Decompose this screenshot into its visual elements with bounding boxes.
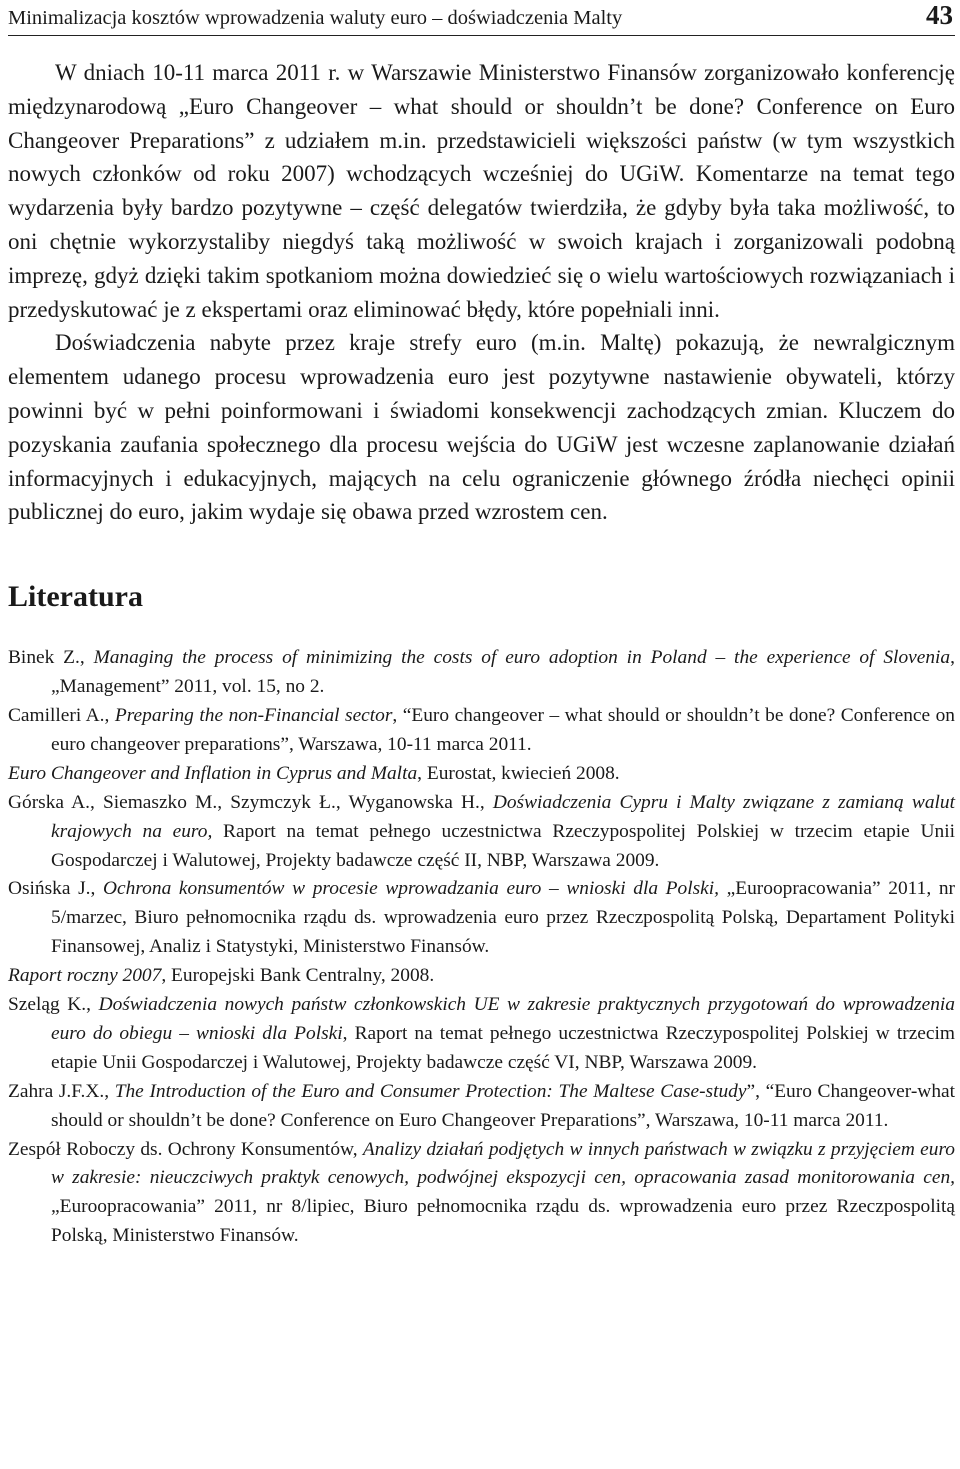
reference-item	[8, 1078, 955, 1136]
reference-item	[8, 991, 955, 1078]
reference-author: Camilleri A.,	[8, 704, 115, 726]
reference-author: Szeląg K.,	[8, 994, 99, 1016]
reference-details: ”, “Euro Changeover-what should or shouldn’t be done? Conference on Euro Changeover Preparations”, Warszawa, 10-11 marca 2011.	[51, 1080, 956, 1131]
reference-details: , Raport na temat pełnego uczestnictwa Rzeczypospolitej Polskiej w trzecim etapie Unii Gospodarczej i Walutowej, Projekty badawcze część VI, NBP, Warszawa 2009.	[51, 1022, 955, 1073]
reference-author: Osińska J.,	[8, 878, 104, 900]
reference-item	[8, 962, 955, 991]
reference-title: Ochrona konsumentów w procesie wprowadzania euro – wnioski dla Polski,	[103, 878, 719, 900]
reference-details: „Euroopracowania” 2011, nr 8/lipiec, Biuro pełnomocnika rządu ds. wprowadzenia euro przez Rzeczpospolitą Polską, Ministerstwo Finansów.	[51, 1196, 955, 1247]
reference-title: Managing the process of minimizing the costs of euro adoption in Poland – the experience of Slovenia	[93, 647, 951, 669]
running-title: Minimalizacja kosztów wprowadzenia waluty euro – doświadczenia Malty	[8, 7, 623, 29]
reference-title: Euro Changeover and Inflation in Cyprus and Malta	[8, 762, 418, 784]
reference-item	[8, 702, 955, 760]
reference-details: Raport na temat pełnego uczestnictwa Rzeczypospolitej Polskiej w trzecim etapie Unii Gospodarczej i Walutowej, Projekty badawcze część II, NBP, Warszawa 2009.	[51, 820, 955, 871]
reference-title: Raport roczny 2007	[8, 965, 162, 987]
reference-author: Binek Z.,	[8, 647, 94, 669]
paragraph: W dniach 10-11 marca 2011 r. w Warszawie Ministerstwo Finansów zorganizowało konferencję międzynarodową „Euro Changeover – what should or shouldn’t be done? Conference on Euro Changeover Preparations” z udziałem m.in. przedstawicieli większości państw (w tym wszystkich nowych członków od roku 2007) wchodzących wcześniej do UGiW. Komentarze na temat tego wydarzenia były bardzo pozytywne – część delegatów twierdziła, że gdyby była taka możliwość, to oni chętnie wykorzystaliby niegdyś taką możliwość w swoich krajach i zorganizowali podobną imprezę, gdyż dzięki takim spotkaniom można dowiedzieć się o wielu wartościowych rozwiązaniach i przedyskutować je z ekspertami oraz eliminować błędy, które popełniali inni.	[8, 60, 955, 322]
reference-item	[8, 644, 955, 702]
reference-list	[8, 644, 955, 1251]
reference-title: Preparing the non-Financial sector	[114, 704, 393, 726]
reference-item	[8, 760, 955, 789]
running-header	[8, 2, 955, 36]
reference-item	[8, 1136, 955, 1252]
reference-details: , Europejski Bank Centralny, 2008.	[161, 965, 435, 987]
reference-author: Zespół Roboczy ds. Ochrony Konsumentów,	[8, 1138, 363, 1160]
reference-item	[8, 875, 955, 962]
paragraph: Doświadczenia nabyte przez kraje strefy euro (m.in. Maltę) pokazują, że newralgicznym elementem udanego procesu wprowadzenia euro jest pozytywne nastawienie obywateli, którzy powinni być w pełni poinformowani i świadomi konsekwencji zachodzących zmian. Kluczem do pozyskania zaufania społecznego dla procesu wejścia do UGiW jest wczesne zaplanowanie działań informacyjnych i edukacyjnych, mających na celu ograniczenie głównego źródła niechęci opinii publicznej do euro, jakim wydaje się obawa przed wzrostem cen.	[8, 330, 955, 525]
reference-details: , „Management” 2011, vol. 15, no 2.	[51, 647, 955, 698]
reference-title: The Introduction of the Euro and Consumer Protection: The Maltese Case-study	[114, 1080, 747, 1102]
document-page	[8, 0, 955, 1251]
body-text	[8, 56, 955, 529]
section-heading: Literatura	[8, 580, 143, 614]
reference-item	[8, 789, 955, 876]
reference-title: Doświadczenia Cypru i Malty związane z zamianą walut krajowych na euro,	[51, 791, 955, 842]
reference-author: Zahra J.F.X.,	[8, 1080, 115, 1102]
reference-details: , Eurostat, kwiecień 2008.	[417, 762, 620, 784]
page-number: 43	[926, 0, 953, 30]
reference-title: Analizy działań podjętych w innych państwach w związku z przyjęciem euro w zakresie: nieuczciwych praktyk cenowych, podwójnej ekspozycji cen, opracowania zasad monitorowania cen,	[51, 1138, 955, 1189]
reference-title: Doświadczenia nowych państw członkowskich UE w zakresie praktycznych przygotowań do wprowadzenia euro do obiegu – wnioski dla Polski	[51, 994, 955, 1044]
reference-details: , “Euro changeover – what should or shouldn’t be done? Conference on euro changeover preparations”, Warszawa, 10-11 marca 2011.	[51, 704, 956, 755]
reference-author: Górska A., Siemaszko M., Szymczyk Ł., Wyganowska H.,	[8, 791, 493, 813]
reference-details: „Euroopracowania” 2011, nr 5/marzec, Biuro pełnomocnika rządu ds. wprowadzenia euro przez Rzeczpospolitą Polską, Departament Polityki Finansowej, Analiz i Statystyki, Ministerstwo Finansów.	[51, 878, 955, 958]
